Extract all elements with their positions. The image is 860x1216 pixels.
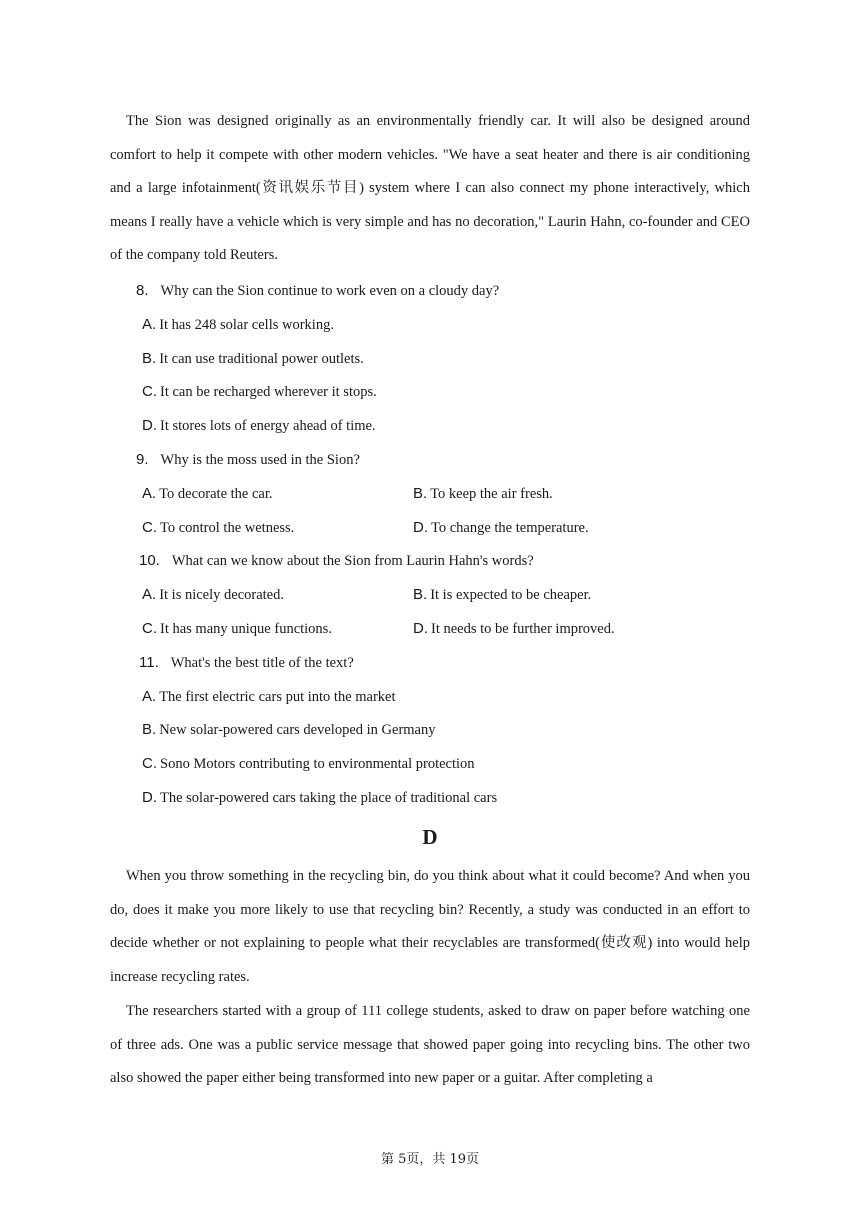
question-8-option-a xyxy=(142,315,334,335)
option-letter: B. xyxy=(142,721,157,738)
option-text: To control the wetness. xyxy=(160,520,295,536)
option-letter: C. xyxy=(142,519,157,536)
option-letter: C. xyxy=(142,620,157,637)
question-8 xyxy=(136,281,499,301)
option-letter: C. xyxy=(142,383,157,400)
question-9-option-a xyxy=(142,484,273,504)
question-text: What's the best title of the text? xyxy=(170,655,354,671)
option-text: The first electric cars put into the market xyxy=(159,689,396,705)
question-10-option-b xyxy=(413,585,591,605)
question-8-option-c xyxy=(142,382,377,402)
option-text: It needs to be further improved. xyxy=(431,621,615,637)
question-number: 9. xyxy=(136,451,149,468)
option-letter: D. xyxy=(142,417,157,434)
option-text: New solar-powered cars developed in Germany xyxy=(159,722,436,738)
section-d-paragraph-1: When you throw something in the recycling bin, do you think about what it could become? And when you do, does it make you more likely to use that recycling bin? Recently, a study was conducted in an effort to decide whether or not explaining to people what their recyclables are transformed(使改观) into would help increase recycling rates. xyxy=(110,868,750,985)
question-11-option-a xyxy=(142,687,396,707)
option-letter: D. xyxy=(413,519,428,536)
question-10-option-a xyxy=(142,585,284,605)
option-text: Sono Motors contributing to environmental protection xyxy=(160,756,475,772)
option-text: The solar-powered cars taking the place of traditional cars xyxy=(160,790,498,806)
option-letter: D. xyxy=(413,620,428,637)
question-10-option-d xyxy=(413,619,615,639)
option-text: It is nicely decorated. xyxy=(159,587,284,603)
section-d-paragraph-2: The researchers started with a group of 111 college students, asked to draw on paper before watching one of three ads. One was a public service message that showed paper going into recycling bins. The other two also showed the paper either being transformed into new paper or a guitar. After completing a xyxy=(110,1003,750,1087)
option-letter: B. xyxy=(413,586,428,603)
option-text: To decorate the car. xyxy=(159,486,273,502)
option-letter: A. xyxy=(142,485,157,502)
option-letter: A. xyxy=(142,316,157,333)
option-text: It stores lots of energy ahead of time. xyxy=(160,418,376,434)
question-11-option-c xyxy=(142,754,475,774)
question-9-option-c xyxy=(142,518,294,538)
option-letter: D. xyxy=(142,789,157,806)
question-text: What can we know about the Sion from Laurin Hahn's words? xyxy=(171,553,534,569)
question-8-option-b xyxy=(142,349,364,369)
page-number-footer: 第 5页，共 19页 xyxy=(380,1152,480,1167)
question-9-option-b xyxy=(413,484,553,504)
option-text: To change the temperature. xyxy=(431,520,589,536)
question-8-option-d xyxy=(142,416,376,436)
question-number: 11. xyxy=(139,654,159,671)
option-text: It has many unique functions. xyxy=(160,621,332,637)
question-9-option-d xyxy=(413,518,589,538)
section-d-heading: D xyxy=(422,825,438,849)
question-number: 10. xyxy=(139,552,160,569)
question-9 xyxy=(136,450,360,470)
question-11-option-b xyxy=(142,720,436,740)
question-11 xyxy=(139,653,354,673)
option-text: It can use traditional power outlets. xyxy=(159,351,364,367)
option-letter: A. xyxy=(142,586,157,603)
option-text: It has 248 solar cells working. xyxy=(159,317,334,333)
option-letter: C. xyxy=(142,755,157,772)
question-10-option-c xyxy=(142,619,332,639)
question-text: Why is the moss used in the Sion? xyxy=(160,452,360,468)
option-letter: B. xyxy=(413,485,428,502)
question-number: 8. xyxy=(136,282,149,299)
option-text: To keep the air fresh. xyxy=(430,486,553,502)
option-text: It is expected to be cheaper. xyxy=(430,587,592,603)
question-text: Why can the Sion continue to work even on a cloudy day? xyxy=(160,283,500,299)
option-letter: A. xyxy=(142,688,157,705)
option-letter: B. xyxy=(142,350,157,367)
question-11-option-d xyxy=(142,788,497,808)
question-10 xyxy=(139,551,534,571)
option-text: It can be recharged wherever it stops. xyxy=(160,384,377,400)
passage-c-final-paragraph: The Sion was designed originally as an environmentally friendly car. It will also be designed around comfort to help it compete with other modern vehicles. "We have a seat heater and there is air conditioning and a large infotainment(资讯娱乐节目) system where I can also connect my phone interactively, which means I really have a vehicle which is very simple and has no decoration," Laurin Hahn, co-founder and CEO of the company told Reuters. xyxy=(110,113,750,264)
